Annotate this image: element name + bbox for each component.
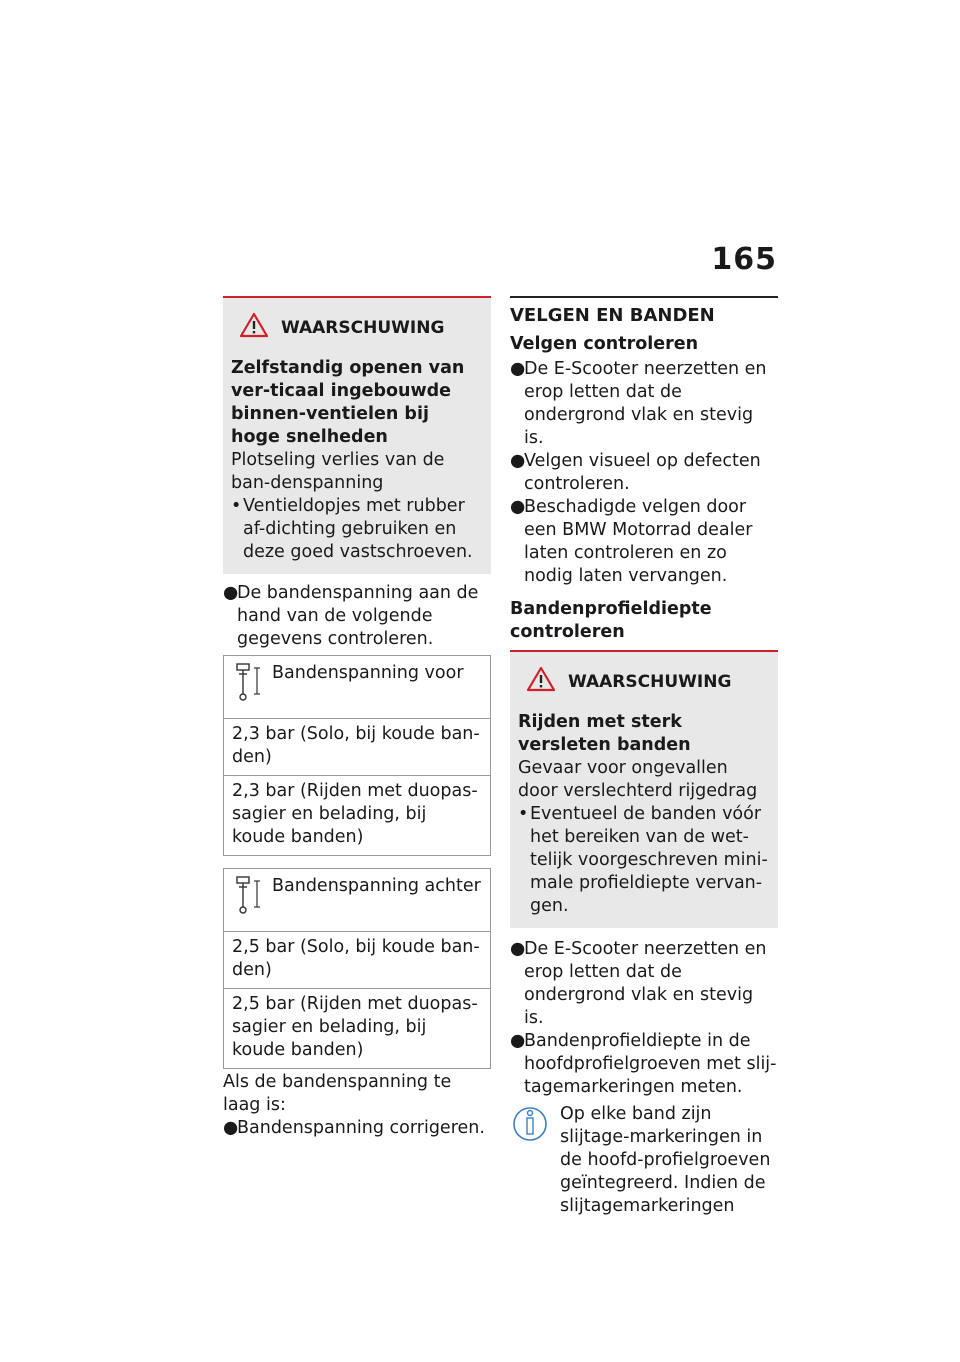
left-column [223, 296, 491, 1140]
warning-bold-text: Rijden met sterk versleten banden [518, 712, 691, 755]
bullet-mark: ● [510, 497, 526, 517]
bullet-mark: ● [510, 939, 526, 959]
warning-title: WAARSCHUWING [568, 672, 732, 692]
warning-triangle-icon [239, 312, 269, 345]
warning-title: WAARSCHUWING [281, 318, 445, 338]
warning-bullet [518, 803, 768, 918]
warning-bullet-text: Eventueel de banden vóór het bereiken van de wet-telijk voorgeschreven mini-male profieldiepte vervan-gen. [530, 804, 768, 916]
warning-box [223, 296, 491, 574]
bullet-mark: ● [223, 1118, 239, 1138]
warning-triangle-icon [526, 666, 556, 699]
list-item [510, 938, 778, 1030]
bullet-mark: ● [510, 451, 526, 471]
section-title: VELGEN EN BANDEN [510, 296, 778, 327]
list-item [510, 450, 778, 496]
table-rear-pressure [223, 868, 491, 1069]
list-item [510, 358, 778, 450]
table-header [224, 869, 490, 932]
info-icon [510, 1103, 550, 1218]
warning-header [526, 666, 768, 699]
warning-text: Gevaar voor ongevallen door verslechterd rijgedrag [518, 758, 758, 801]
table-row: 2,5 bar (Solo, bij koude ban-den) [224, 932, 490, 989]
table-header-label: Bandenspanning achter [272, 876, 481, 896]
step-text: Bandenspanning corrigeren. [237, 1118, 485, 1138]
info-text: Op elke band zijn slijtage-markeringen in de hoofd-profielgroeven geïntegreerd. Indien de slijtagemarkeringen [560, 1104, 771, 1216]
table-front-pressure [223, 655, 491, 856]
low-pressure-text: Als de bandenspanning te laag is: [223, 1072, 452, 1115]
table-header [224, 656, 490, 719]
list-item [223, 1117, 491, 1140]
list-item [223, 582, 491, 651]
warning-bullet-text: Ventieldopjes met rubber af-dichting gebruiken en deze goed vastschroeven. [243, 496, 473, 562]
table-row: 2,5 bar (Rijden met duopas-sagier en belading, bij koude banden) [232, 994, 478, 1060]
list-item [510, 496, 778, 588]
subsection-title: Bandenprofieldiepte controleren [510, 599, 712, 642]
warning-bold-text: Zelfstandig openen van ver-ticaal ingebouwde binnen-ventielen bij hoge snelheden [231, 358, 465, 447]
subsection-title: Velgen controleren [510, 334, 699, 354]
table-row: 2,3 bar (Rijden met duopas-sagier en belading, bij koude banden) [232, 781, 478, 847]
bullet-mark: • [518, 804, 529, 824]
bullet-mark: ● [510, 359, 526, 379]
table-gap [223, 856, 491, 864]
list-item-text: De E-Scooter neerzetten en erop letten dat de ondergrond vlak en stevig is. [524, 359, 767, 448]
tire-gauge-icon [234, 662, 272, 718]
table-row: 2,3 bar (Solo, bij koude ban-den) [224, 719, 490, 776]
list-item-text: Bandenprofieldiepte in de hoofdprofielgroeven met slij-tagemarkeringen meten. [524, 1031, 777, 1097]
list-item-text: De E-Scooter neerzetten en erop letten dat de ondergrond vlak en stevig is. [524, 939, 767, 1028]
bullet-mark: ● [510, 1031, 526, 1051]
info-note [510, 1103, 778, 1218]
bullet-mark: ● [223, 583, 239, 603]
right-column [510, 296, 778, 1218]
list-item-text: Velgen visueel op defecten controleren. [524, 451, 761, 494]
bullet-mark: • [231, 496, 242, 516]
warning-box [510, 650, 778, 928]
warning-text: Plotseling verlies van de ban-denspanning [231, 450, 445, 493]
list-item [510, 1030, 778, 1099]
tire-gauge-icon [234, 875, 272, 931]
list-item-text: Beschadigde velgen door een BMW Motorrad dealer laten controleren en zo nodig laten vervangen. [524, 497, 753, 586]
table-header-label: Bandenspanning voor [272, 663, 464, 683]
step-text: De bandenspanning aan de hand van de volgende gegevens controleren. [237, 583, 479, 649]
page-number: 165 [711, 242, 777, 277]
warning-bullet [231, 495, 481, 564]
warning-header [239, 312, 481, 345]
